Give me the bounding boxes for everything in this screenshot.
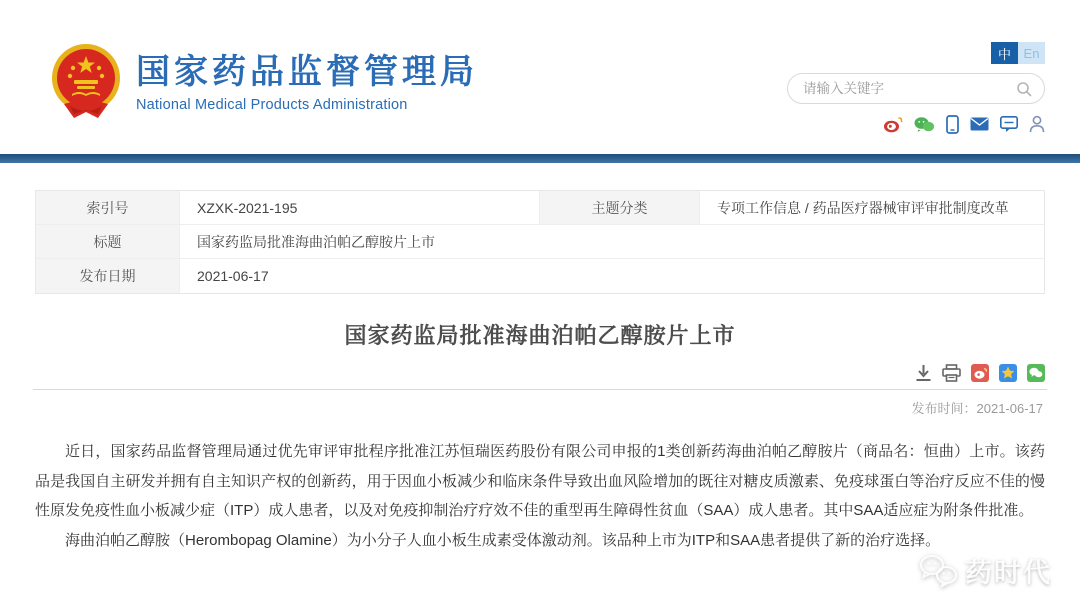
weibo-icon[interactable] xyxy=(883,116,903,133)
share-weibo-icon[interactable] xyxy=(971,364,989,382)
article-toolbar xyxy=(35,363,1045,383)
header-right xyxy=(777,42,1045,134)
watermark-text: 药时代 xyxy=(965,558,1052,588)
site-title-en: National Medical Products Administration xyxy=(136,96,408,113)
favorite-star-icon[interactable] xyxy=(999,364,1017,382)
email-icon[interactable] xyxy=(970,117,989,131)
search-input[interactable] xyxy=(803,81,1016,96)
table-row xyxy=(36,191,1044,225)
lang-zh-button[interactable]: 中 xyxy=(991,42,1018,64)
mobile-icon[interactable] xyxy=(946,115,959,134)
print-icon[interactable] xyxy=(942,364,961,382)
article-body xyxy=(35,437,1045,556)
meta-label-index: 索引号 xyxy=(36,191,180,224)
header-quick-links xyxy=(883,114,1045,134)
share-wechat-icon[interactable] xyxy=(1027,364,1045,382)
table-row xyxy=(36,259,1044,293)
nav-divider-bar xyxy=(0,154,1080,163)
article-title: 国家药监局批准海曲泊帕乙醇胺片上市 xyxy=(344,323,736,348)
article-paragraph: 近日，国家药品监督管理局通过优先审评审批程序批准江苏恒瑞医药股份有限公司申报的1类创新药海曲泊帕乙醇胺片（商品名：恒曲）上市。该药品是我国自主研发并拥有自主知识产权的创新药，用于因血小板减少和临床条件导致出血风险增加的既往对糖皮质激素、免疫球蛋白等治疗反应不佳的慢性原发免疫性血小板减少症（ITP）成人患者，以及对免疫抑制治疗疗效不佳的重型再生障碍性贫血（SAA）成人患者。其中SAA适应症为附条件批准。 xyxy=(35,443,1045,520)
search-icon[interactable] xyxy=(1016,81,1032,97)
meta-label-date: 发布日期 xyxy=(36,259,180,293)
meta-label-title: 标题 xyxy=(36,225,180,258)
article-paragraph: 海曲泊帕乙醇胺（Herombopag Olamine）为小分子人血小板生成素受体激动剂。该品种上市为ITP和SAA患者提供了新的治疗选择。 xyxy=(65,532,941,550)
wechat-bubbles-icon xyxy=(919,554,959,588)
download-icon[interactable] xyxy=(915,364,932,382)
language-switch xyxy=(991,42,1045,64)
meta-label-topic: 主题分类 xyxy=(540,191,700,224)
user-icon[interactable] xyxy=(1029,115,1045,133)
document-meta-table xyxy=(35,190,1045,294)
publish-time-label: 发布时间： xyxy=(911,401,977,416)
site-header xyxy=(0,0,1080,154)
table-row xyxy=(36,225,1044,259)
site-brand[interactable] xyxy=(50,42,478,124)
search-box[interactable] xyxy=(787,73,1045,104)
meta-value-title: 国家药监局批准海曲泊帕乙醇胺片上市 xyxy=(180,225,1044,258)
publish-time xyxy=(0,398,1043,417)
brand-text xyxy=(136,53,478,112)
lang-en-button[interactable]: En xyxy=(1018,42,1045,64)
yaoshidai-watermark xyxy=(919,551,1052,590)
message-icon[interactable] xyxy=(1000,116,1018,133)
meta-value-index: XZXK-2021-195 xyxy=(180,191,540,224)
national-emblem-logo xyxy=(50,42,122,124)
title-divider xyxy=(33,389,1047,390)
publish-time-value: 2021-06-17 xyxy=(976,401,1043,416)
site-title-zh: 国家药品监督管理局 xyxy=(136,53,478,92)
meta-value-date: 2021-06-17 xyxy=(180,259,1044,293)
meta-value-topic: 专项工作信息 / 药品医疗器械审评审批制度改革 xyxy=(700,191,1044,224)
wechat-icon[interactable] xyxy=(914,116,935,133)
